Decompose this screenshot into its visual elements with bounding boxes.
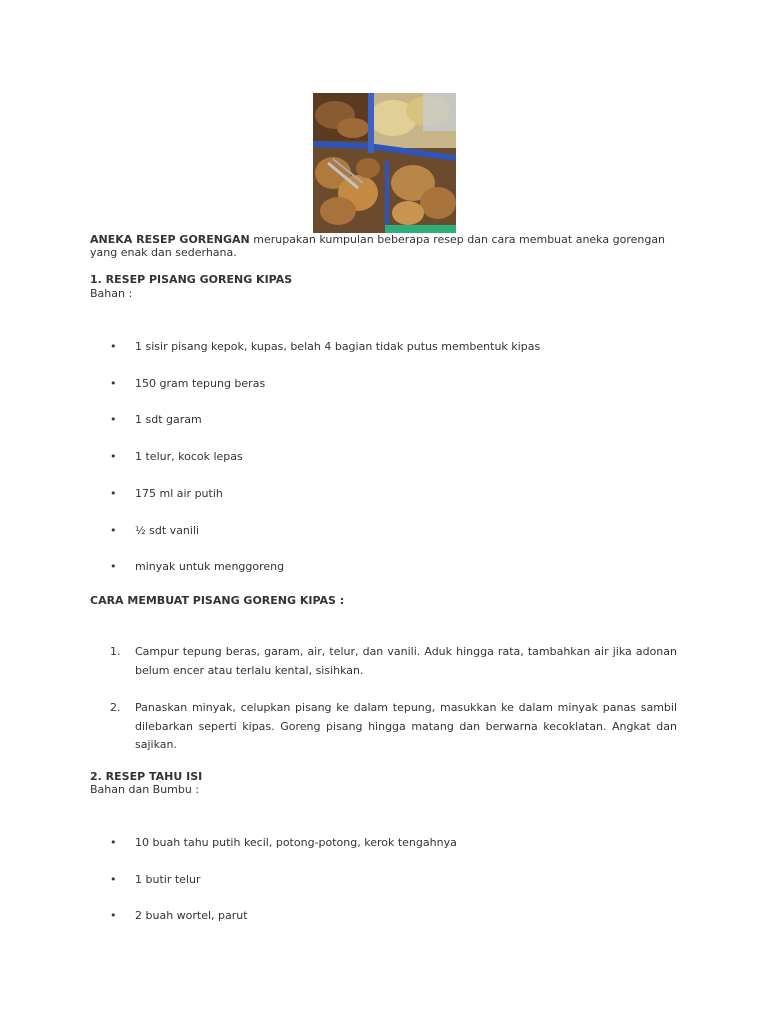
ingredient-text: 175 ml air putih	[135, 487, 223, 500]
steps-title: CARA MEMBUAT PISANG GORENG KIPAS :	[90, 594, 345, 607]
step-text: Campur tepung beras, garam, air, telur, dan vanili. Aduk hingga rata, tambahkan air jika adonan belum encer atau terlalu kental, sisihkan.	[135, 645, 677, 677]
ingredient-text: minyak untuk menggoreng	[135, 560, 285, 573]
bullet-icon: •	[110, 377, 117, 390]
bullet-icon: •	[110, 909, 117, 922]
ingredient-text: 1 telur, kocok lepas	[135, 450, 243, 463]
bullet-icon: •	[110, 450, 117, 463]
bullet-icon: •	[110, 340, 117, 353]
intro-text: merupakan kumpulan beberapa resep dan cara membuat aneka gorengan yang enak dan sederhana.	[90, 233, 666, 259]
intro-paragraph	[90, 233, 680, 259]
section1-label: Bahan :	[90, 287, 133, 300]
ingredient-text: 10 buah tahu putih kecil, potong-potong, kerok tengahnya	[135, 836, 457, 849]
section2-label: Bahan dan Bumbu :	[90, 783, 200, 796]
ingredient-text: ½ sdt vanili	[135, 524, 200, 537]
bullet-icon: •	[110, 560, 117, 573]
bullet-icon: •	[110, 487, 117, 500]
bullet-icon: •	[110, 413, 117, 426]
ingredient-text: 1 sdt garam	[135, 413, 202, 426]
bullet-icon: •	[110, 873, 117, 886]
step-number: 2.	[110, 701, 121, 714]
bullet-icon: •	[110, 836, 117, 849]
step-text: Panaskan minyak, celupkan pisang ke dalam tepung, masukkan ke dalam minyak panas sambil dilebarkan seperti kipas. Goreng pisang hingga matang dan berwarna kecoklatan. Angkat dan sajikan.	[135, 701, 677, 751]
ingredient-text: 1 sisir pisang kepok, kupas, belah 4 bagian tidak putus membentuk kipas	[135, 340, 541, 353]
bullet-icon: •	[110, 524, 117, 537]
ingredient-text: 150 gram tepung beras	[135, 377, 266, 390]
step-number: 1.	[110, 645, 121, 658]
section2-title: 2. RESEP TAHU ISI	[90, 770, 203, 783]
ingredient-text: 1 butir telur	[135, 873, 201, 886]
section1-title: 1. RESEP PISANG GORENG KIPAS	[90, 273, 293, 286]
intro-bold-title: ANEKA RESEP GORENGAN	[90, 233, 250, 246]
ingredient-text: 2 buah wortel, parut	[135, 909, 248, 922]
fried-snacks-photo	[313, 93, 456, 233]
